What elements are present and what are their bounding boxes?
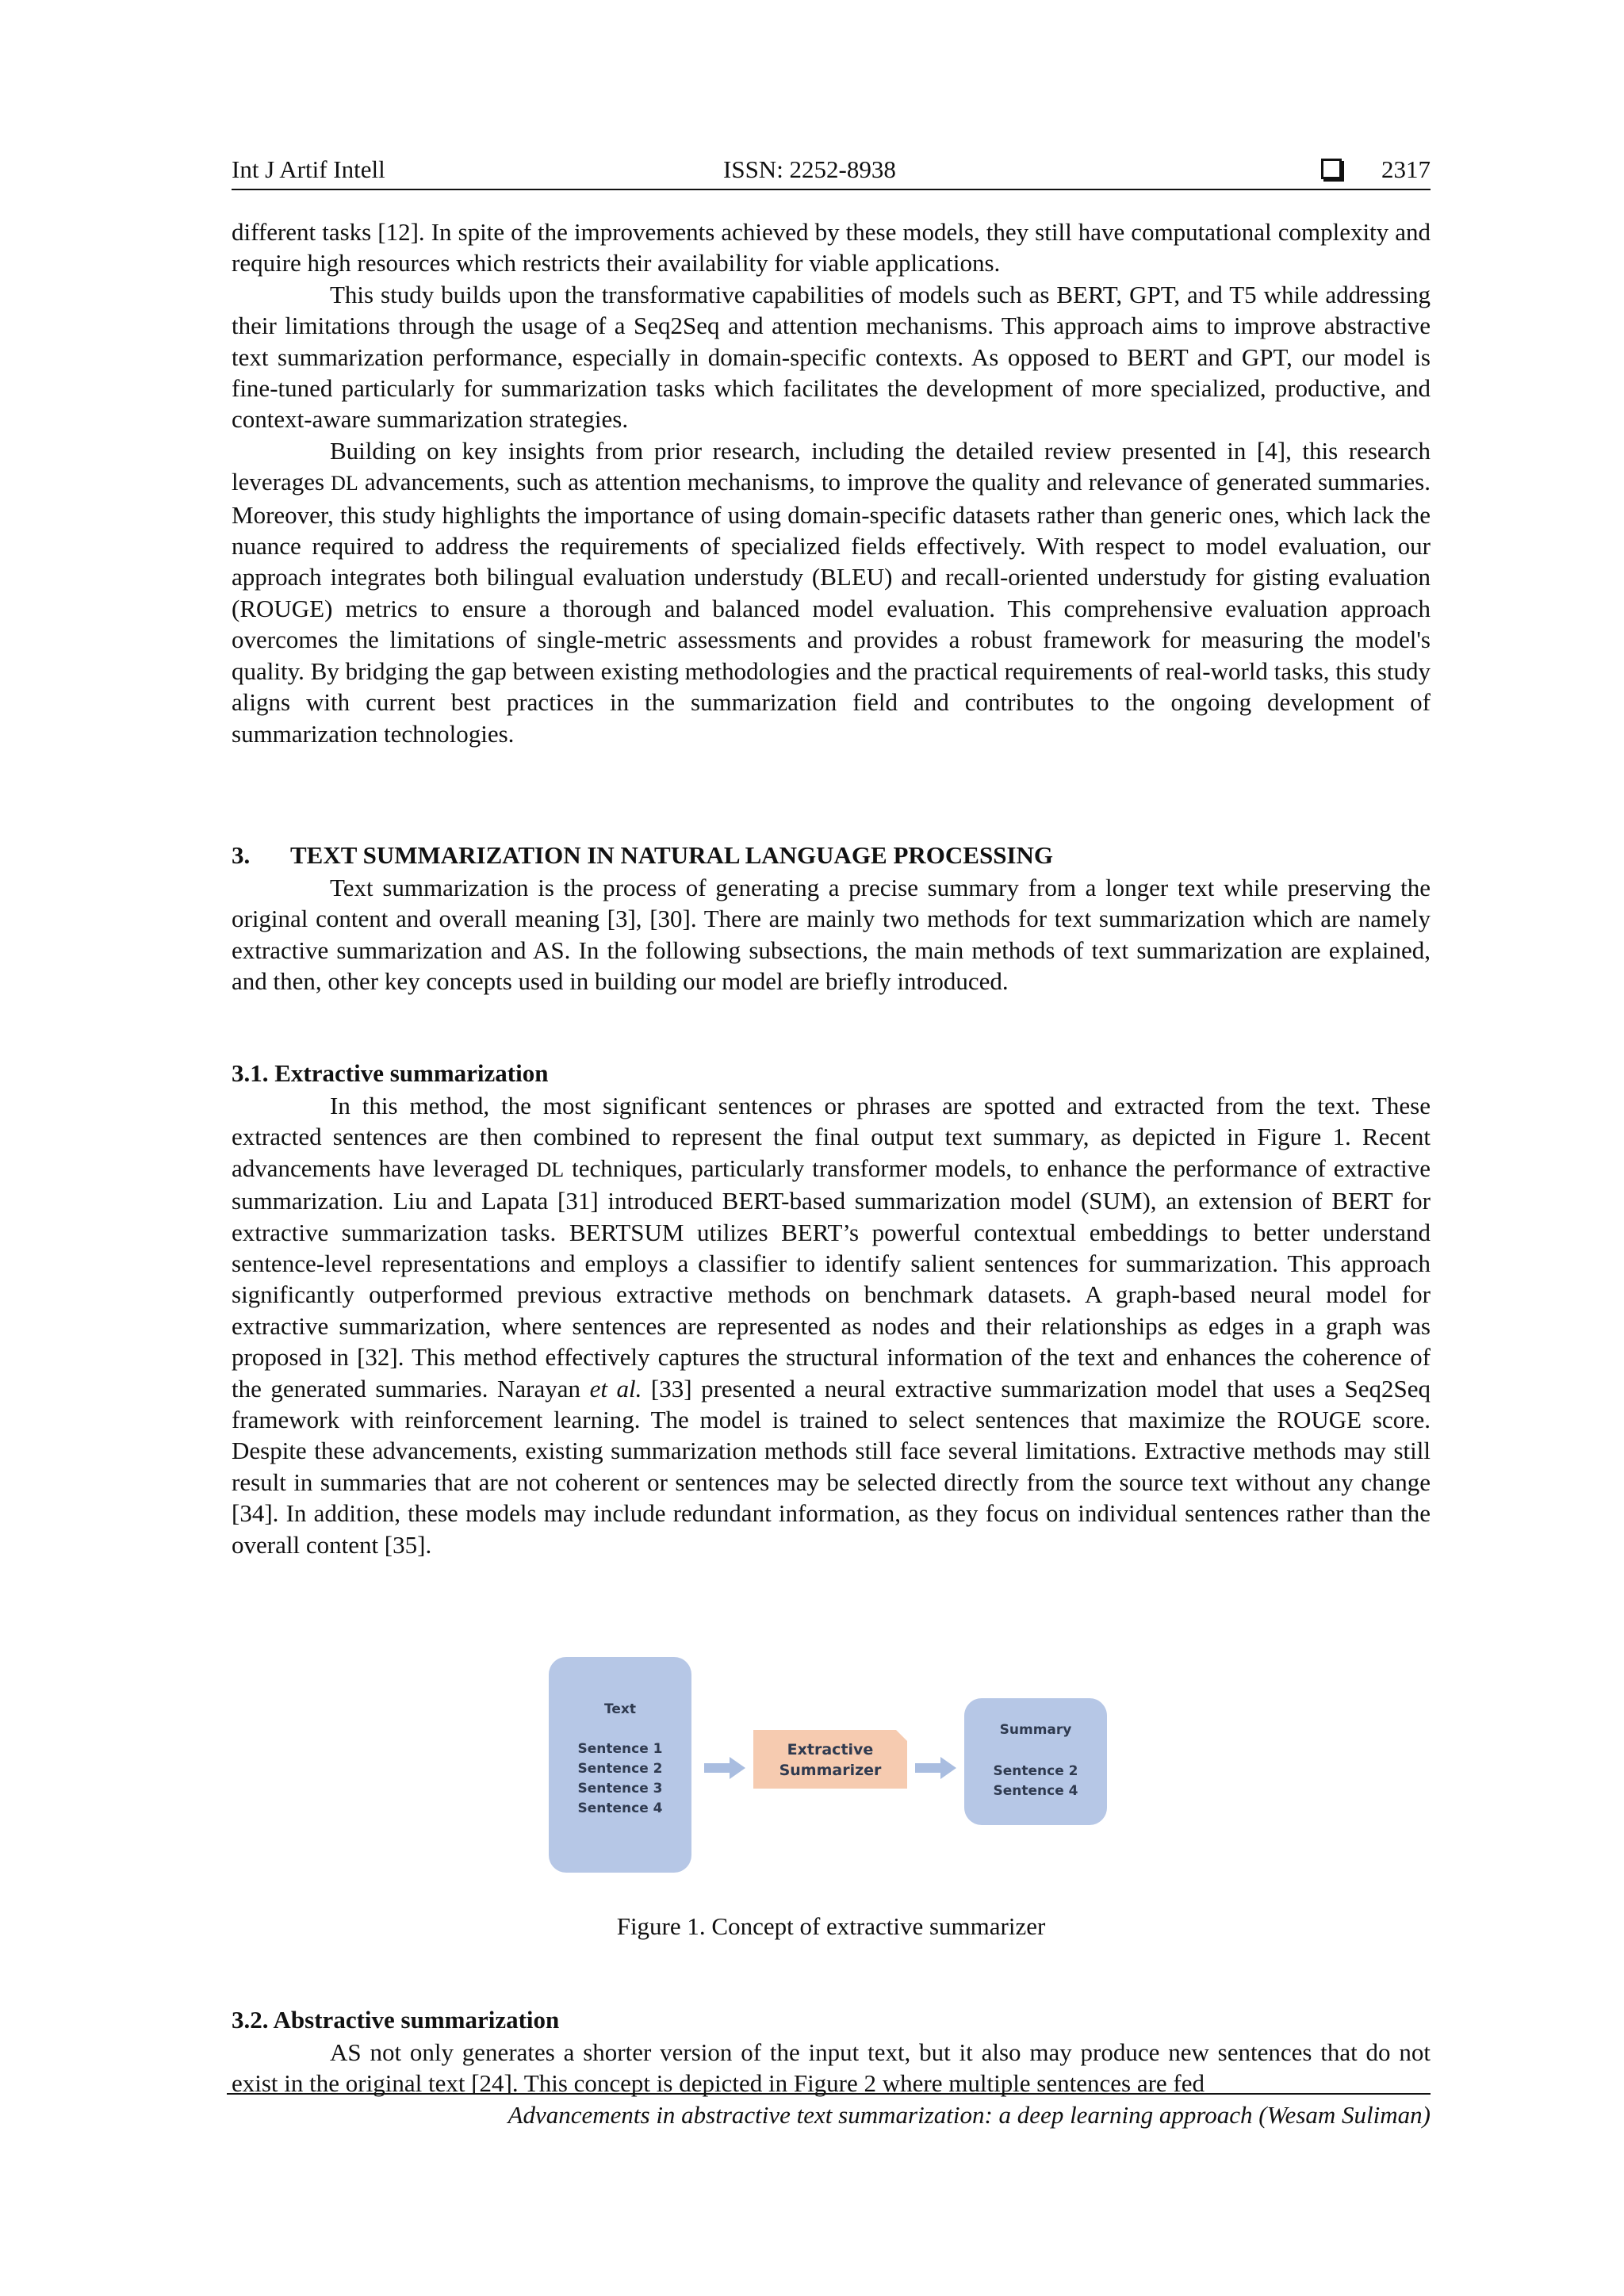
intro-p3-part-b: advancements, such as attention mechanisms, to improve the quality and relevance of generated summaries. Moreover, this study highlights the importance of using domain-specific datasets rather than generic ones, which lack the nuance required to address the requirements of specialized fields effectively. With respect to model evaluation, our approach integrates both bilingual evaluation understudy (BLEU) and recall-oriented understudy for gisting evaluation (ROUGE) metrics to ensure a thorough and balanced model evaluation. This comprehensive evaluation approach overcomes the limitations of single-metric assessments and provides a robust framework for measuring the model's quality. By bridging the gap between existing methodologies and the practical requirements of real-world tasks, this study aligns with current best practices in the summarization field and contributes to the ongoing development of summarization technologies.	[232, 468, 1431, 748]
intro-text	[232, 216, 1431, 749]
footer-rule	[227, 2093, 1431, 2095]
section-3-paragraph: Text summarization is the process of generating a precise summary from a longer text while preserving the original content and overall meaning [3], [30]. There are mainly two methods for text summarization which are namely extractive summarization and AS. In the following subsections, the main methods of text summarization are explained, and then, other key concepts used in building our model are briefly introduced.	[232, 874, 1431, 996]
section-3-title: TEXT SUMMARIZATION IN NATURAL LANGUAGE PROCESSING	[290, 841, 1053, 869]
intro-paragraph-2: This study builds upon the transformative capabilities of models such as BERT, GPT, and T5 while addressing their limitations through the usage of a Seq2Seq and attention mechanisms. This approach aims to improve abstractive text summarization performance, especially in domain-specific contexts. As opposed to BERT and GPT, our model is fine-tuned particularly for summarization tasks which facilitates the development of more specialized, productive, and context-aware summarization strategies.	[232, 280, 1431, 434]
intro-paragraph-1: different tasks [12]. In spite of the improvements achieved by these models, they still have computational complexity and require high resources which restricts their availability for viable applications.	[232, 218, 1431, 277]
intro-p3-part-a: Building on key insights from prior research, including the detailed review presented in [4], this research leverages	[232, 436, 1431, 496]
input-text-box	[549, 1657, 691, 1873]
arrow-right-icon	[915, 1757, 956, 1779]
page-number: 2317	[1381, 155, 1431, 183]
section-3-2-heading: 3.2. Abstractive summarization	[232, 2006, 560, 2034]
section-3-2-paragraph: AS not only generates a shorter version of the input text, but it also may produce new sentences that do not exist in the original text [24]. This concept is depicted in Figure 2 where multiple sentences are fed	[232, 2038, 1431, 2098]
figure-1-diagram	[549, 1657, 1115, 1876]
s31-part-c: [33] presented a neural extractive summarization model that uses a Seq2Seq framework with reinforcement learning. The model is trained to select sentences that maximize the ROUGE score. Despite these advancements, existing summarization methods still face several limitations. Extractive methods may still result in summaries that are not coherent or sentences may be selected directly from the source text without any change [34]. In addition, these models may include redundant information, as they focus on individual sentences rather than the overall content [35].	[232, 1374, 1431, 1559]
section-3-1-text	[232, 1090, 1431, 1560]
checkbox-square-icon	[1321, 159, 1342, 179]
process-line-2: Summarizer	[779, 1762, 882, 1779]
running-header	[232, 155, 1431, 187]
header-rule	[232, 189, 1431, 190]
summary-box	[964, 1698, 1107, 1825]
running-footer: Advancements in abstractive text summarization: a deep learning approach (Wesam Suliman)	[508, 2101, 1431, 2129]
input-sentence: Sentence 3	[577, 1781, 663, 1797]
summary-sentence: Sentence 2	[993, 1763, 1078, 1779]
issn: ISSN: 2252-8938	[723, 155, 896, 183]
section-3-2-text	[232, 2037, 1431, 2099]
s31-part-b: techniques, particularly transformer models, to enhance the performance of extractive summarization. Liu and Lapata [31] introduced BERT-based summarization model (SUM), an extension of BERT for extractive summarization tasks. BERTSUM utilizes BERT’s powerful contextual embeddings to better understand sentence-level representations and employs a classifier to identify salient sentences for summarization. This approach significantly outperformed previous extractive methods on benchmark datasets. A graph-based neural model for extractive summarization, where sentences are represented as nodes and their relationships as edges in a graph was proposed in [32]. This method effectively captures the structural information of the text and enhances the coherence of the generated summaries. Narayan	[232, 1154, 1431, 1402]
extractive-summarizer-label	[753, 1739, 907, 1781]
section-3-heading	[232, 841, 1053, 870]
input-sentence: Sentence 4	[577, 1800, 663, 1816]
extractive-summarizer-box	[753, 1730, 907, 1789]
section-3-number: 3.	[232, 841, 251, 869]
input-sentence: Sentence 2	[577, 1761, 663, 1777]
intro-paragraph-3	[232, 435, 1431, 749]
s31-et-al: et al.	[589, 1374, 642, 1402]
s31-dl: DL	[536, 1158, 565, 1181]
section-3-1-paragraph	[232, 1090, 1431, 1560]
summary-sentence: Sentence 4	[993, 1783, 1078, 1799]
page-number-block	[1321, 155, 1431, 184]
arrow-right-icon	[704, 1757, 745, 1779]
process-line-1: Extractive	[787, 1741, 874, 1758]
intro-p3-dl: DL	[331, 472, 358, 496]
section-3-text	[232, 872, 1431, 997]
input-text-title: Text	[604, 1701, 636, 1717]
input-sentence-list	[549, 1739, 691, 1819]
summary-title: Summary	[999, 1722, 1072, 1738]
s31-part-a: In this method, the most significant sentences or phrases are spotted and extracted from the text. These extracted sentences are then combined to represent the final output text summary, as depicted in Figure 1. Recent advancements have leveraged	[232, 1092, 1431, 1182]
summary-sentence-list	[964, 1762, 1107, 1801]
input-sentence: Sentence 1	[577, 1741, 663, 1757]
figure-1-caption: Figure 1. Concept of extractive summarizer	[616, 1912, 1046, 1940]
journal-name: Int J Artif Intell	[232, 155, 385, 183]
section-3-1-heading: 3.1. Extractive summarization	[232, 1059, 549, 1087]
